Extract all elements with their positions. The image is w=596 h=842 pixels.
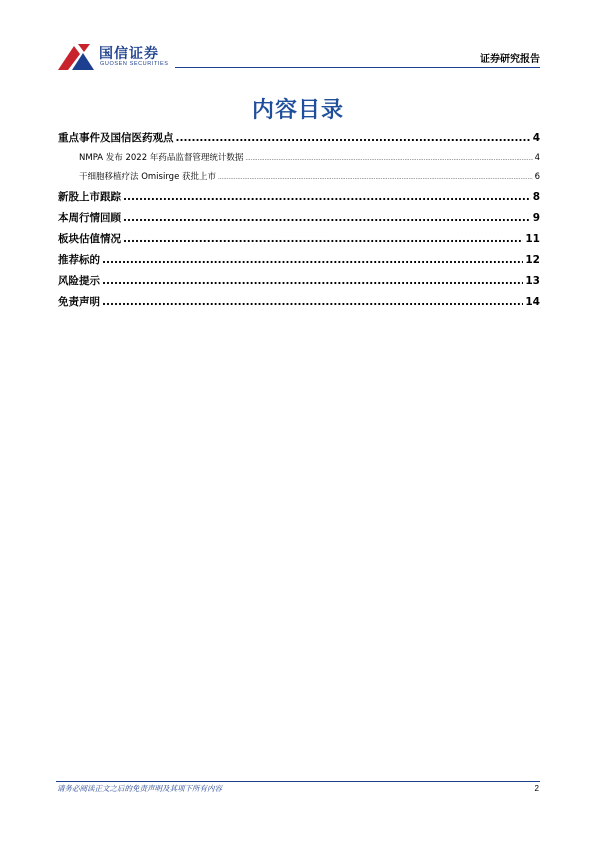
toc-entry[interactable] [58, 128, 540, 149]
toc-entry-text: 板块估值情况 [58, 233, 121, 245]
toc-entry[interactable] [58, 187, 540, 208]
toc-subentry[interactable] [58, 149, 540, 168]
disclaimer-note: 请务必阅读正文之后的免责声明及其项下所有内容 [57, 784, 222, 793]
toc-entry-text: 重点事件及国信医药观点 [58, 132, 174, 144]
toc-entry-page: 9 [532, 212, 540, 224]
toc-entry[interactable] [58, 250, 540, 271]
toc-entry-page: 4 [534, 153, 540, 163]
toc-entry[interactable] [58, 208, 540, 229]
toc-entry-text: 本周行情回顾 [58, 212, 121, 224]
toc-entry-page: 14 [525, 296, 540, 308]
table-of-contents [58, 128, 540, 313]
toc-leader-dots [218, 168, 533, 188]
toc-leader-dots [102, 271, 523, 292]
logo-english-name: GUOSEN SECURITIES [100, 61, 169, 67]
toc-entry-text: 免责声明 [58, 296, 100, 308]
toc-entry-text: 新股上市跟踪 [58, 191, 121, 203]
toc-entry-page: 11 [525, 233, 540, 245]
toc-leader-dots [123, 187, 531, 208]
toc-entry-page: 8 [532, 191, 540, 203]
page-number: 2 [534, 784, 539, 793]
toc-entry-text: NMPA 发布 2022 年药品监督管理统计数据 [79, 153, 244, 163]
toc-title: 内容目录 [251, 98, 344, 123]
toc-entry[interactable] [58, 271, 540, 292]
toc-entry-page: 12 [525, 254, 540, 266]
toc-leader-dots [102, 292, 523, 313]
toc-leader-dots [123, 208, 531, 229]
toc-entry[interactable] [58, 292, 540, 313]
logo-chinese-name: 国信证券 [99, 46, 159, 62]
toc-entry-page: 4 [532, 132, 540, 144]
toc-entry-text: 风险提示 [58, 275, 100, 287]
report-type-label: 证券研究报告 [480, 54, 540, 65]
header-divider [175, 67, 540, 68]
toc-entry-page: 13 [525, 275, 540, 287]
toc-leader-dots [245, 149, 532, 169]
guosen-logo [56, 40, 196, 74]
toc-subentry[interactable] [58, 168, 540, 187]
toc-entry-text: 推荐标的 [58, 254, 100, 266]
toc-entry[interactable] [58, 229, 540, 250]
logo-mark-icon [56, 40, 98, 72]
footer-divider [56, 781, 540, 782]
toc-leader-dots [102, 250, 523, 271]
toc-leader-dots [176, 128, 531, 149]
toc-entry-page: 6 [534, 172, 540, 182]
toc-entry-text: 干细胞移植疗法 Omisirge 获批上市 [79, 172, 216, 182]
toc-leader-dots [123, 229, 523, 250]
